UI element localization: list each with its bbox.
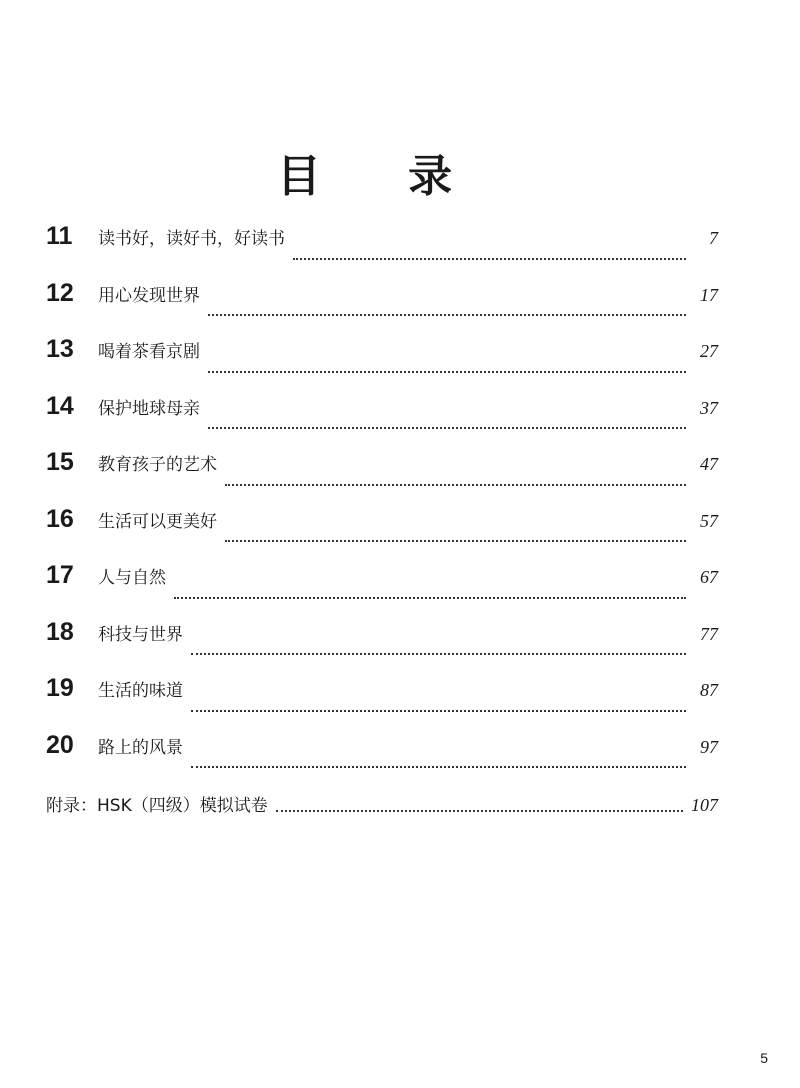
toc-entry-title: 喝着茶看京剧 [98, 342, 200, 362]
toc-entry[interactable] [46, 448, 718, 505]
toc-entry[interactable] [46, 561, 718, 618]
toc-entry-number: 19 [46, 674, 74, 702]
toc-entry-page: 47 [700, 454, 718, 474]
toc-list [46, 222, 718, 831]
toc-entry[interactable] [46, 335, 718, 392]
toc-entry-page: 87 [700, 680, 718, 700]
dot-leader [191, 710, 686, 712]
toc-entry-number: 14 [46, 391, 74, 420]
toc-entry-number: 18 [46, 617, 74, 646]
toc-appendix-title: 附录：HSK（四级）模拟试卷 [46, 796, 268, 816]
dot-leader [208, 427, 686, 429]
toc-entry-title: 生活的味道 [98, 681, 183, 701]
toc-entry-number: 13 [46, 335, 74, 363]
dot-leader [174, 597, 686, 599]
toc-entry-page: 17 [700, 284, 718, 305]
dot-leader [208, 371, 686, 373]
toc-entry-title: 教育孩子的艺术 [98, 455, 217, 475]
toc-entry-page: 27 [700, 341, 718, 361]
toc-entry-number: 11 [46, 222, 73, 250]
toc-entry-number: 15 [46, 448, 74, 476]
toc-entry-page: 97 [700, 736, 718, 757]
toc-entry[interactable] [46, 731, 718, 788]
dot-leader [191, 766, 686, 768]
toc-entry[interactable] [46, 222, 718, 279]
toc-entry-title: 路上的风景 [98, 737, 183, 758]
toc-entry-title: 读书好，读好书，好读书 [98, 229, 285, 249]
dot-leader [191, 653, 686, 655]
dot-leader [276, 810, 683, 812]
dot-leader [208, 314, 686, 316]
toc-entry-title: 保护地球母亲 [98, 398, 200, 419]
toc-entry-number: 12 [46, 278, 74, 307]
toc-entry-number: 20 [46, 730, 74, 759]
toc-entry-title: 用心发现世界 [98, 285, 200, 306]
dot-leader [225, 540, 686, 542]
toc-entry[interactable] [46, 279, 718, 336]
toc-appendix-entry[interactable] [46, 791, 718, 831]
toc-entry[interactable] [46, 618, 718, 675]
toc-entry-page: 67 [700, 567, 718, 587]
toc-entry[interactable] [46, 505, 718, 562]
toc-entry-title: 生活可以更美好 [98, 511, 217, 532]
toc-entry-title: 人与自然 [98, 568, 166, 588]
toc-entry[interactable] [46, 392, 718, 449]
dot-leader [225, 484, 686, 486]
toc-entry-number: 17 [46, 561, 74, 589]
toc-entry-page: 7 [709, 228, 718, 248]
toc-entry-page: 77 [700, 623, 718, 644]
dot-leader [293, 258, 686, 260]
page-number: 5 [760, 1050, 768, 1066]
toc-entry[interactable] [46, 674, 718, 731]
toc-appendix-page: 107 [691, 795, 718, 815]
toc-entry-page: 57 [700, 510, 718, 531]
toc-entry-page: 37 [700, 397, 718, 418]
page-title: 目 录 [276, 151, 489, 202]
toc-entry-number: 16 [46, 504, 74, 533]
toc-entry-title: 科技与世界 [98, 624, 183, 645]
